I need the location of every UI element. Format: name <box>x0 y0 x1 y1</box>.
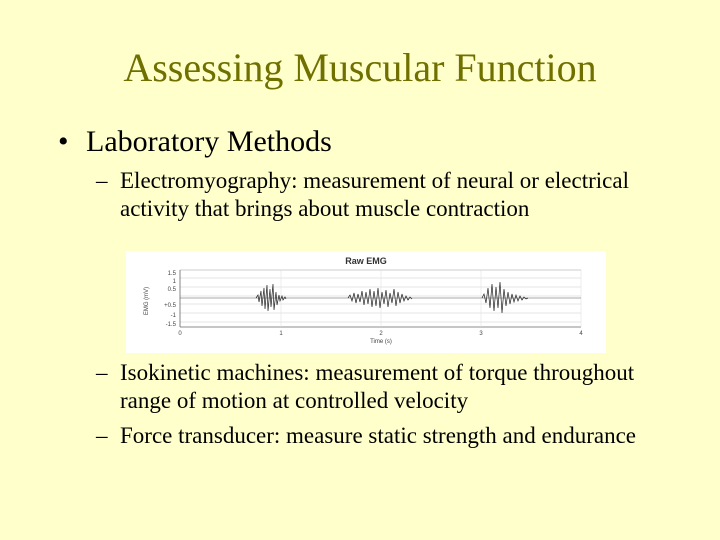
plot-title: Raw EMG <box>345 256 387 266</box>
y-tick-label: -1 <box>170 313 176 319</box>
emg-burst-1 <box>256 284 286 311</box>
x-tick-label: 4 <box>579 331 583 337</box>
x-tick-label: 0 <box>178 331 182 337</box>
raw-emg-plot <box>126 251 606 353</box>
bullet-laboratory-methods <box>58 124 332 160</box>
x-tick-label: 1 <box>279 331 283 337</box>
sub-bullet-marker: – <box>96 423 108 448</box>
x-tick-label: 3 <box>479 331 483 337</box>
emg-burst-3 <box>482 282 528 313</box>
sub-bullet-text: Electromyography: measurement of neural or electrical activity that brings about muscle contraction <box>120 168 629 221</box>
y-tick-label: -1.5 <box>165 322 176 328</box>
x-tick-label: 2 <box>379 331 383 337</box>
sub-bullet-marker: – <box>96 168 108 193</box>
sub-bullet-marker: – <box>96 360 108 385</box>
sub-bullet-electromyography <box>96 167 656 223</box>
slide-title: Assessing Muscular Function <box>123 45 597 90</box>
x-axis-label: Time (s) <box>370 339 392 345</box>
y-axis-label: EMG (mV) <box>144 286 150 316</box>
sub-bullet-text: Isokinetic machines: measurement of torque throughout range of motion at controlled velocity <box>120 360 635 413</box>
sub-bullet-isokinetic-machines <box>96 359 656 415</box>
plot-grid <box>180 270 581 327</box>
sub-bullet-text: Force transducer: measure static strength and endurance <box>120 423 637 448</box>
y-tick-label: 0.5 <box>167 287 176 293</box>
sub-bullet-force-transducer <box>96 422 656 450</box>
bullet-marker: • <box>58 125 69 158</box>
bullet-text: Laboratory Methods <box>86 125 332 158</box>
y-tick-label: 1.5 <box>167 271 176 277</box>
y-tick-label: +0.5 <box>164 303 176 309</box>
raw-emg-figure <box>126 251 606 353</box>
y-tick-label: 1 <box>172 279 176 285</box>
